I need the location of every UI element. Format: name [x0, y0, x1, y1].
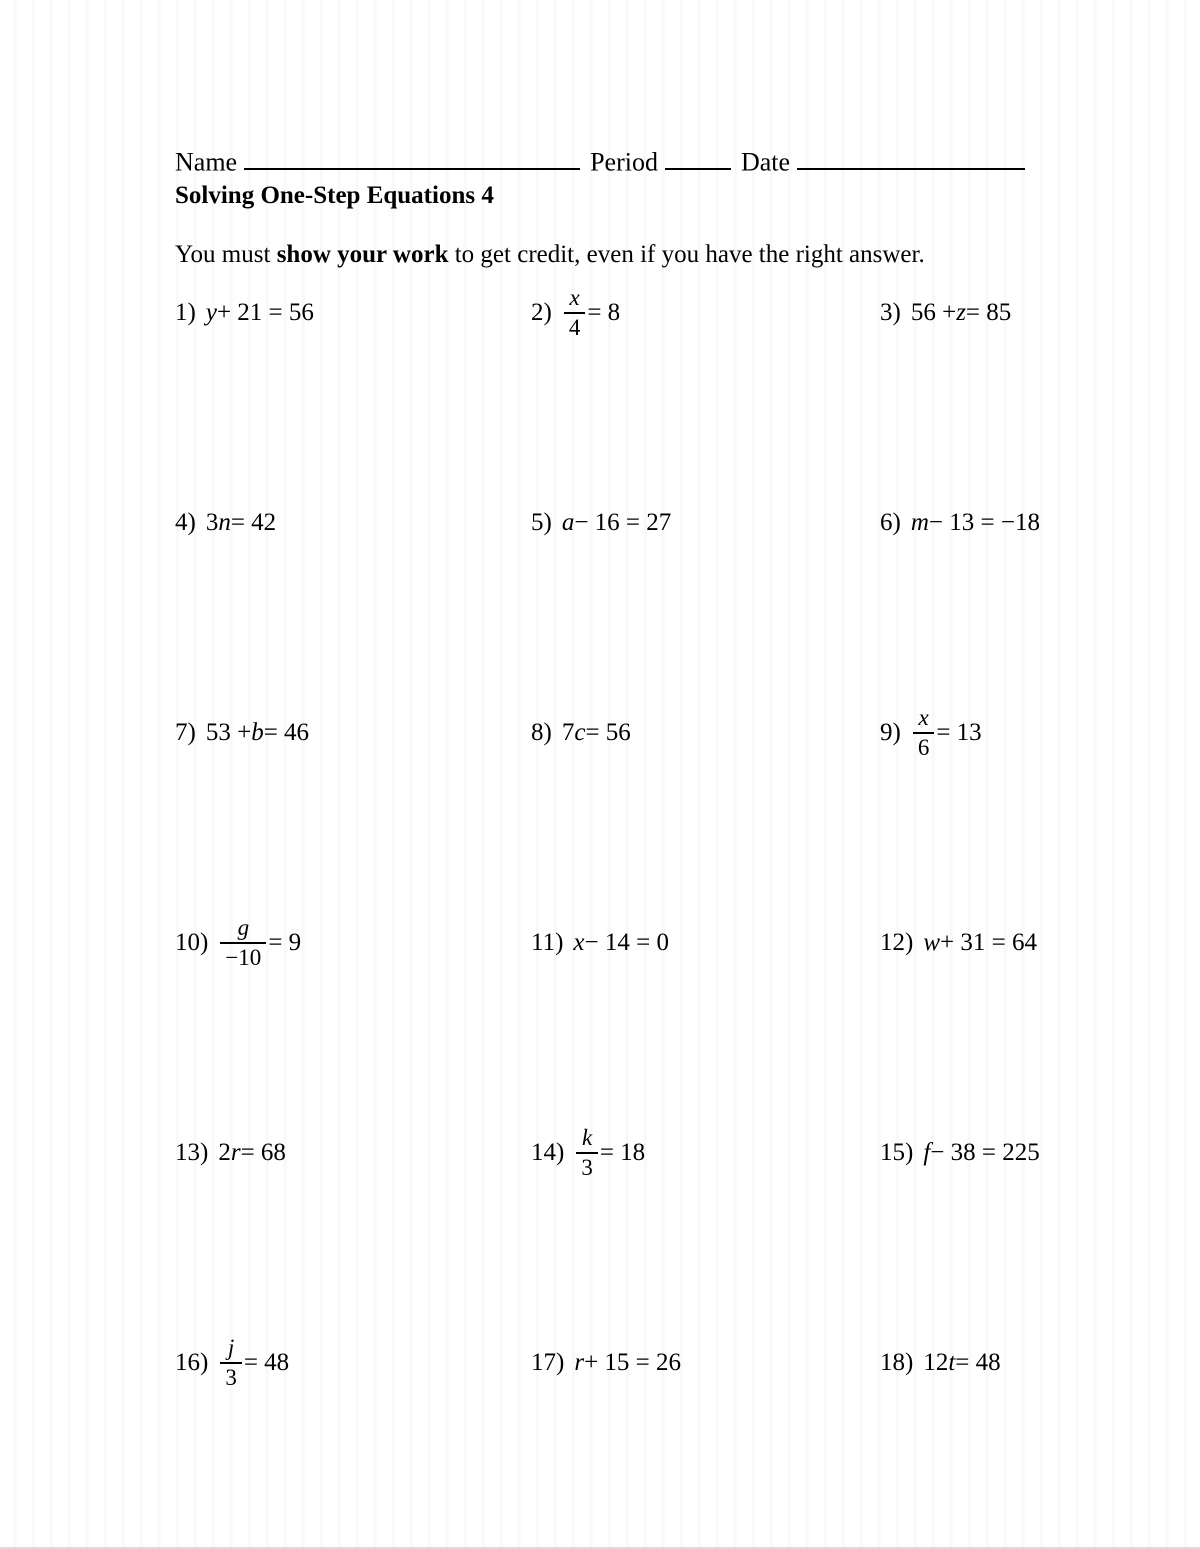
- math-text: = 56: [585, 719, 631, 747]
- problem-9: [880, 696, 1050, 770]
- problem-2: [531, 276, 880, 350]
- problem-5: [531, 486, 880, 560]
- equation: [206, 509, 276, 537]
- math-text: = 48: [243, 1349, 290, 1377]
- date-label: Date: [740, 147, 791, 177]
- equation: [562, 285, 620, 341]
- math-variable: m: [910, 509, 929, 537]
- problem-number: 9): [880, 719, 901, 747]
- equation: [574, 1349, 681, 1377]
- math-text: = 9: [268, 929, 302, 957]
- math-text: = 46: [263, 719, 310, 747]
- fraction-numerator: g: [220, 915, 266, 944]
- fraction-numerator: k: [576, 1125, 598, 1154]
- math-variable: y: [205, 299, 217, 327]
- fraction: [564, 285, 586, 341]
- fraction-numerator: x: [913, 705, 935, 734]
- equation: [923, 929, 1037, 957]
- name-label: Name: [175, 147, 238, 177]
- math-text: = 68: [240, 1139, 286, 1167]
- fraction-denominator: 3: [581, 1155, 593, 1181]
- equation: [218, 915, 301, 971]
- problem-number: 17): [531, 1349, 565, 1377]
- problem-number: 4): [175, 509, 196, 537]
- fraction-denominator: 6: [917, 735, 930, 761]
- problem-number: 7): [175, 719, 196, 747]
- math-variable: n: [218, 509, 231, 537]
- math-text: − 14 = 0: [584, 929, 669, 957]
- period-label: Period: [590, 147, 658, 177]
- math-text: 2: [218, 1139, 231, 1167]
- fraction: [913, 705, 935, 761]
- math-variable: a: [561, 509, 575, 537]
- equation: [206, 299, 314, 327]
- problem-4: [175, 486, 531, 560]
- fraction: [576, 1125, 598, 1181]
- equation: [923, 1139, 1039, 1167]
- math-variable: f: [923, 1139, 931, 1167]
- math-variable: r: [230, 1139, 241, 1167]
- equation: [218, 1335, 289, 1391]
- equation: [573, 929, 669, 957]
- equation: [911, 299, 1011, 327]
- math-text: 7: [561, 719, 575, 747]
- math-text: + 31 = 64: [940, 929, 1037, 957]
- math-text: − 13 = −18: [928, 509, 1040, 537]
- problem-11: [531, 906, 880, 980]
- equation: [911, 705, 982, 761]
- page-title: Solving One-Step Equations 4: [175, 182, 494, 210]
- problem-15: [880, 1116, 1050, 1190]
- equation: [206, 719, 309, 747]
- math-text: + 21 = 56: [216, 299, 314, 327]
- math-text: = 13: [936, 719, 982, 747]
- problem-number: 8): [531, 719, 552, 747]
- math-text: − 38 = 225: [930, 1139, 1040, 1167]
- period-blank-line: [665, 145, 731, 170]
- math-variable: c: [574, 719, 586, 747]
- fraction: [220, 915, 266, 971]
- problem-3: [880, 276, 1050, 350]
- math-text: 12: [923, 1349, 949, 1377]
- instruction-bold: show your work: [276, 241, 449, 269]
- instruction-suffix: to get credit, even if you have the right answer.: [448, 241, 925, 269]
- problem-number: 6): [880, 509, 901, 537]
- problem-number: 3): [880, 299, 901, 327]
- math-text: 56 +: [910, 299, 957, 327]
- fraction-numerator: j: [220, 1335, 242, 1364]
- instruction-prefix: You must: [175, 241, 277, 269]
- date-blank-line: [797, 145, 1025, 170]
- equation: [923, 1349, 1000, 1377]
- problem-1: [175, 276, 531, 350]
- math-text: + 15 = 26: [584, 1349, 682, 1377]
- equation: [574, 1125, 645, 1181]
- equation: [218, 1139, 286, 1167]
- fraction-numerator: x: [564, 285, 586, 314]
- problem-number: 15): [880, 1139, 914, 1167]
- problem-number: 5): [531, 509, 552, 537]
- header-line: [175, 145, 1050, 177]
- problem-number: 12): [880, 929, 914, 957]
- math-variable: x: [573, 929, 585, 957]
- problem-6: [880, 486, 1050, 560]
- equation: [562, 719, 631, 747]
- problem-number: 14): [531, 1139, 565, 1167]
- math-text: 3: [205, 509, 219, 537]
- equation: [562, 509, 671, 537]
- problem-number: 16): [175, 1349, 209, 1377]
- math-text: = 48: [955, 1349, 1001, 1377]
- problem-17: [531, 1326, 880, 1400]
- equation: [911, 509, 1040, 537]
- problems-grid: [175, 276, 1050, 1536]
- fraction-denominator: 4: [568, 315, 581, 341]
- problem-number: 1): [175, 299, 196, 327]
- problem-7: [175, 696, 531, 770]
- instruction-text: [175, 240, 1050, 270]
- problem-number: 18): [880, 1349, 914, 1377]
- problem-14: [531, 1116, 880, 1190]
- math-text: = 85: [965, 299, 1012, 327]
- problem-10: [175, 906, 531, 980]
- problem-number: 2): [531, 299, 552, 327]
- problem-number: 10): [175, 929, 209, 957]
- name-blank-line: [244, 145, 580, 170]
- problem-8: [531, 696, 880, 770]
- math-text: = 18: [599, 1139, 646, 1167]
- problem-18: [880, 1326, 1050, 1400]
- problem-13: [175, 1116, 531, 1190]
- problem-number: 13): [175, 1139, 209, 1167]
- fraction-denominator: 3: [225, 1365, 237, 1391]
- fraction-denominator: −10: [225, 945, 262, 971]
- math-variable: w: [923, 929, 941, 957]
- math-text: = 42: [230, 509, 277, 537]
- math-text: − 16 = 27: [574, 509, 672, 537]
- math-text: = 8: [587, 299, 621, 327]
- problem-number: 11): [531, 929, 564, 957]
- problem-12: [880, 906, 1050, 980]
- math-variable: t: [948, 1349, 956, 1377]
- math-text: 53 +: [205, 719, 252, 747]
- fraction: [220, 1335, 242, 1391]
- math-variable: b: [251, 719, 264, 747]
- math-variable: r: [574, 1349, 585, 1377]
- math-variable: z: [956, 299, 966, 327]
- problem-16: [175, 1326, 531, 1400]
